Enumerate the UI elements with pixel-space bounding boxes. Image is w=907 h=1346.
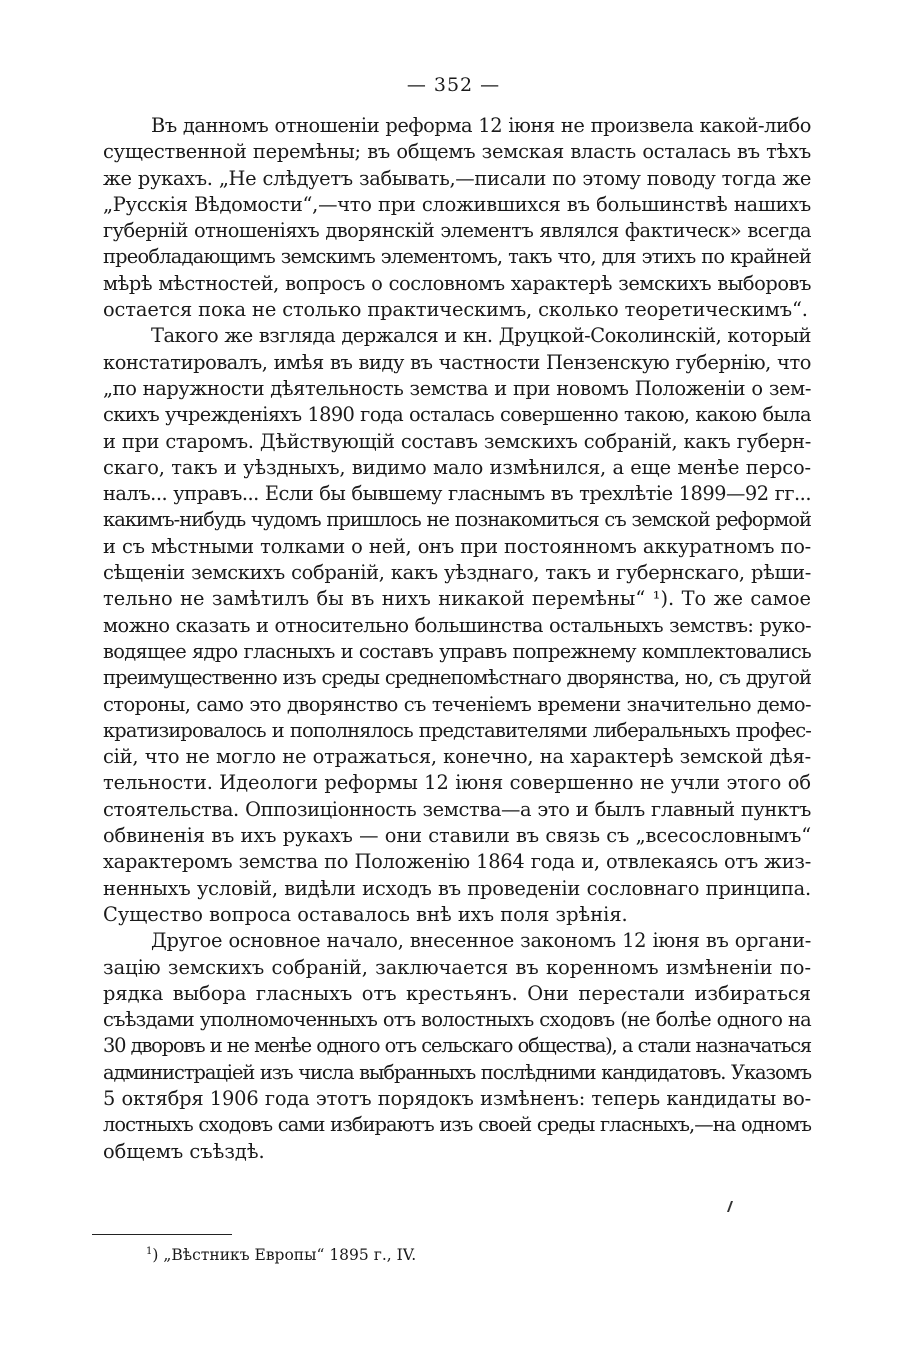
text-line: характеромъ земства по Положенію 1864 года и, отвлекаясь отъ жиз-: [103, 850, 811, 874]
text-line: мѣрѣ мѣстностей, вопросъ о сословномъ характерѣ земскихъ выборовъ: [103, 271, 811, 295]
text-line: 5 октября 1906 года этотъ порядокъ измѣненъ: теперь кандидаты во-: [103, 1086, 811, 1110]
text-line: стороны, само это дворянство съ теченіемъ времени значительно демо-: [103, 692, 811, 716]
text-line: констатировалъ, имѣя въ виду въ частности Пензенскую губернію, что: [103, 350, 811, 374]
text-line: же рукахъ. „Не слѣдуетъ забывать,—писали по этому поводу тогда же: [103, 166, 811, 190]
text-line: тельно не замѣтилъ бы въ нихъ никакой перемѣны“ ¹). То же самое: [103, 587, 811, 611]
text-line: какимъ-нибудь чудомъ пришлось не познакомиться съ земской реформой: [103, 508, 811, 532]
text-line: водящее ядро гласныхъ и составъ управъ попрежнему комплектовались: [103, 639, 811, 663]
footnote: [146, 1242, 416, 1265]
text-line: Въ данномъ отношеніи реформа 12 іюня не произвела какой-либо: [151, 114, 811, 137]
text-line: тельности. Идеологи реформы 12 іюня совершенно не учли этого об: [103, 771, 811, 795]
text-line: общемъ съѣздѣ.: [103, 1139, 265, 1163]
text-line: Существо вопроса оставалось внѣ ихъ поля зрѣнія.: [103, 902, 628, 926]
text-line: преобладающимъ земскимъ элементомъ, такъ что, для этихъ по крайней: [103, 245, 811, 269]
text-line: губерній отношеніяхъ дворянскій элементъ являлся фактическ» всегда: [103, 219, 811, 243]
text-line: обвиненія въ ихъ рукахъ — они ставили въ связь съ „всесословнымъ“: [103, 824, 811, 848]
footnote-divider: [92, 1234, 232, 1235]
text-line: съѣздами уполномоченныхъ отъ волостныхъ сходовъ (не болѣе одного на: [103, 1008, 811, 1032]
text-line: Такого же взгляда держался и кн. Друцкой-Соколинскій, который: [151, 324, 811, 348]
text-line: „Русскія Вѣдомости“,—что при сложившихся въ большинствѣ нашихъ: [103, 192, 811, 216]
footnote-marker: 1: [146, 1246, 153, 1257]
stray-ink-mark: [727, 1201, 738, 1212]
paragraph: [103, 113, 811, 323]
text-line: остается пока не столько практическимъ, сколько теоретическимъ“.: [103, 298, 808, 322]
page-number: — 352 —: [406, 74, 501, 96]
text-line: ненныхъ условій, видѣли исходъ въ проведеніи сословнаго принципа.: [103, 876, 811, 900]
text-line: рядка выбора гласныхъ отъ крестьянъ. Они перестали избираться: [103, 981, 811, 1005]
text-line: налъ... управъ... Если бы бывшему гласнымъ въ трехлѣтіе 1899—92 гг...: [103, 482, 811, 506]
paragraph: [103, 928, 811, 1165]
text-line: стоятельства. Оппозиціонность земства—а это и былъ главный пунктъ: [103, 797, 811, 821]
text-line: сій, что не могло не отражаться, конечно, на характерѣ земской дѣя-: [103, 745, 811, 769]
text-line: можно сказать и относительно большинства остальныхъ земствъ: руко-: [103, 613, 811, 637]
text-line: „по наружности дѣятельность земства и при новомъ Положеніи о зем-: [103, 376, 811, 400]
text-line: 30 дворовъ и не менѣе одного отъ сельскаго общества), а стали назначаться: [103, 1034, 811, 1058]
text-line: существенной перемѣны; въ общемъ земская власть осталась въ тѣхъ: [103, 140, 811, 164]
text-line: администраціей изъ числа выбранныхъ послѣдними кандидатовъ. Указомъ: [103, 1060, 811, 1084]
text-line: и съ мѣстными толками о ней, онъ при постоянномъ аккуратномъ по-: [103, 534, 811, 558]
text-line: зацію земскихъ собраній, заключается въ коренномъ измѣненіи по-: [103, 955, 811, 979]
paragraph: [103, 323, 811, 928]
text-line: и при старомъ. Дѣйствующій составъ земскихъ собраній, какъ губерн-: [103, 429, 811, 453]
text-line: Другое основное начало, внесенное закономъ 12 іюня въ органи-: [151, 929, 811, 953]
text-line: лостныхъ сходовъ сами избираютъ изъ своей среды гласныхъ,—на одномъ: [103, 1113, 811, 1137]
text-line: скихъ учрежденіяхъ 1890 года осталась совершенно такою, какою была: [103, 403, 811, 427]
text-line: сѣщеніи земскихъ собраній, какъ уѣзднаго, такъ и губернскаго, рѣши-: [103, 561, 811, 585]
text-line: скаго, такъ и уѣздныхъ, видимо мало измѣнился, а еще менѣе персо-: [103, 455, 811, 479]
footnote-text: ) „Вѣстникъ Европы“ 1895 г., IV.: [152, 1246, 417, 1264]
text-line: преимущественно изъ среды среднепомѣстнаго дворянства, но, съ другой: [103, 666, 811, 690]
text-line: кратизировалось и пополнялось представителями либеральныхъ профес-: [103, 718, 811, 742]
body-text: [103, 113, 811, 1165]
